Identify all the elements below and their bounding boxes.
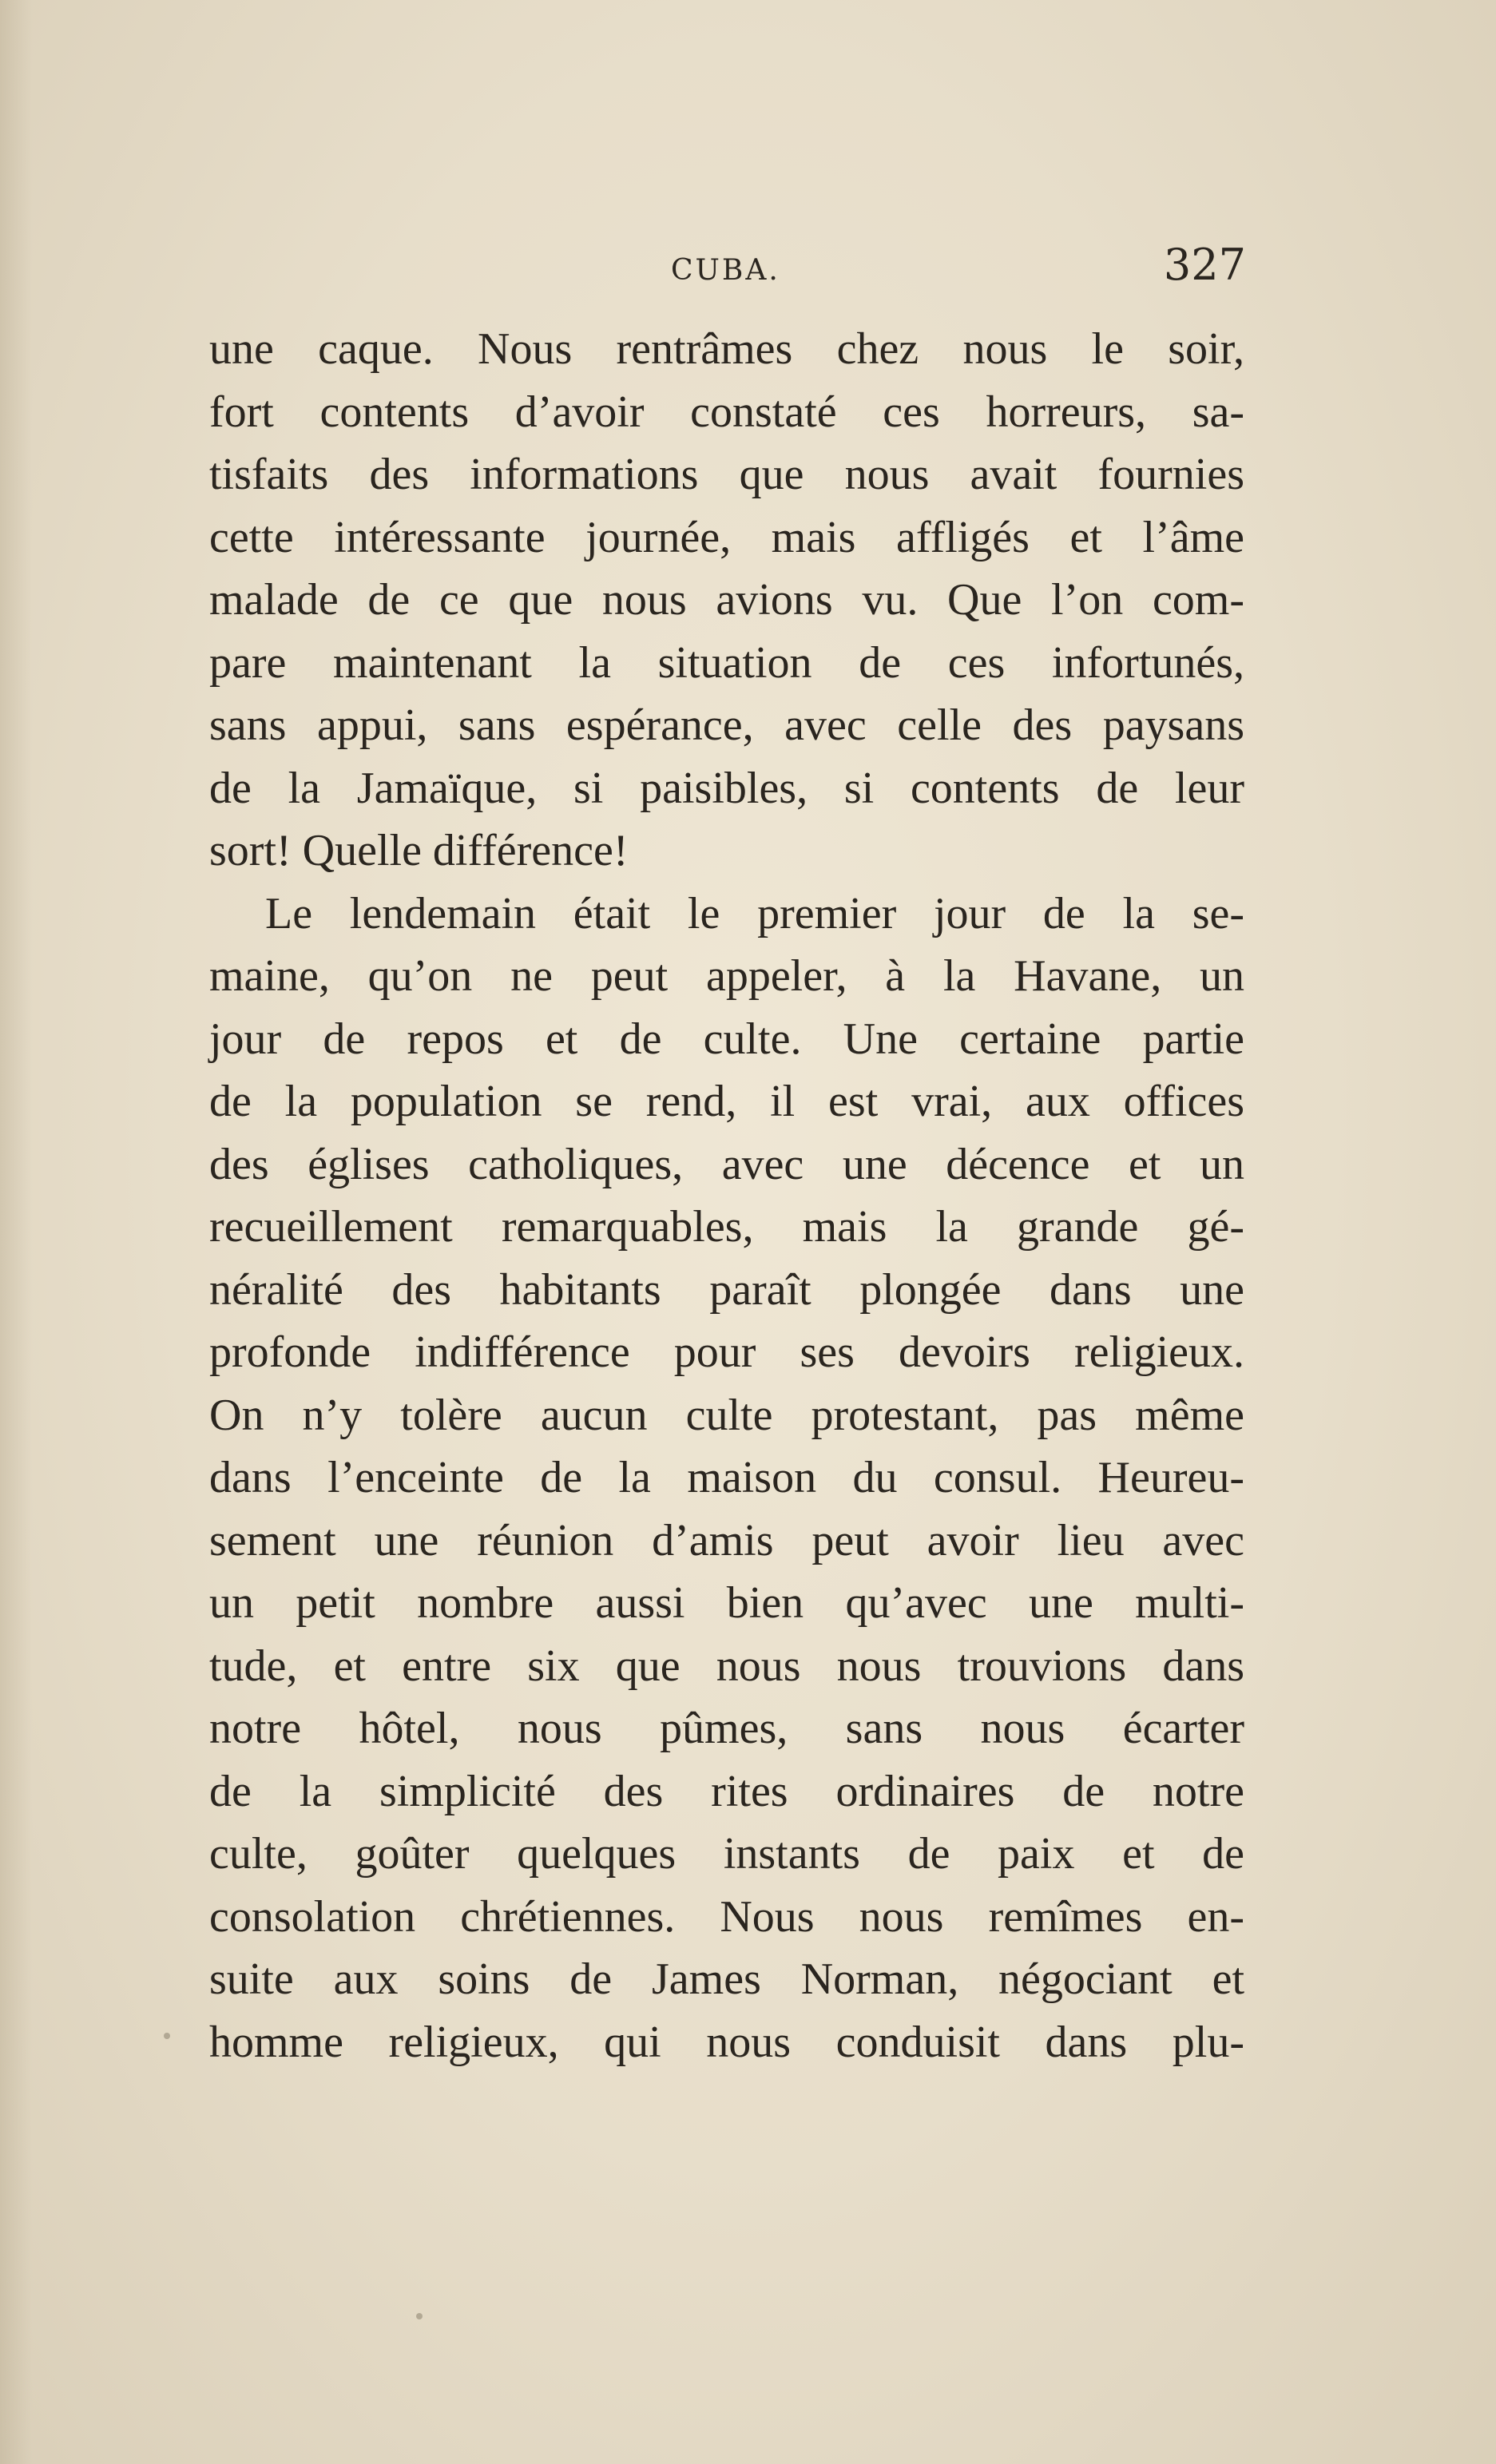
text-line: profonde indifférence pour ses devoirs religieux. [209,1327,1244,1377]
paper-speck [416,2313,423,2319]
page-edge-shadow [0,0,32,2464]
text-line: culte, goûter quelques instants de paix et de [209,1829,1244,1879]
text-line: de la population se rend, il est vrai, aux offices [209,1077,1244,1126]
text-line: une caque. Nous rentrâmes chez nous le soir, [209,324,1244,374]
text-line: pare maintenant la situation de ces infortunés, [209,637,1244,688]
text-line: notre hôtel, nous pûmes, sans nous écarter [209,1704,1244,1753]
text-line: jour de repos et de culte. Une certaine partie [209,1014,1244,1064]
text-line: des églises catholiques, avec une décence et un [209,1139,1244,1189]
text-line: tude, et entre six que nous nous trouvions dans [209,1641,1244,1691]
page-number: 327 [1163,240,1246,290]
text-line: On n’y tolère aucun culte protestant, pas même [209,1390,1244,1440]
text-line: cette intéressante journée, mais affligés et l’âme [209,512,1244,562]
text-line: sement une réunion d’amis peut avoir lieu avec [209,1515,1244,1565]
text-line: homme religieux, qui nous conduisit dans plu- [209,2017,1244,2067]
text-line: de la Jamaïque, si paisibles, si contents de leur [209,763,1244,813]
text-line: de la simplicité des rites ordinaires de notre [209,1766,1244,1816]
page-header [208,240,1246,304]
running-head: CUBA. [671,254,780,287]
text-line: consolation chrétiennes. Nous nous remîmes en- [209,1891,1244,1942]
text-line: sans appui, sans espérance, avec celle des paysans [209,700,1244,750]
text-line: maine, qu’on ne peut appeler, à la Havane, un [209,951,1244,1001]
text-line: fort contents d’avoir constaté ces horreurs, sa- [209,387,1244,437]
text-line: sort! Quelle différence! [209,826,629,875]
text-line: recueillement remarquables, mais la grande gé- [209,1202,1244,1252]
text-line: tisfaits des informations que nous avait fournies [209,450,1244,499]
paper-speck [164,2033,170,2039]
text-line: néralité des habitants paraît plongée dans une [209,1264,1244,1315]
text-line-paragraph-start: Le lendemain était le premier jour de la se- [265,888,1244,938]
text-line: un petit nombre aussi bien qu’avec une multi- [209,1578,1244,1628]
text-line: dans l’enceinte de la maison du consul. Heureu- [209,1453,1244,1502]
text-line: suite aux soins de James Norman, négociant et [209,1954,1244,2004]
text-line: malade de ce que nous avions vu. Que l’on com- [209,575,1244,625]
body-text [209,318,1244,2073]
